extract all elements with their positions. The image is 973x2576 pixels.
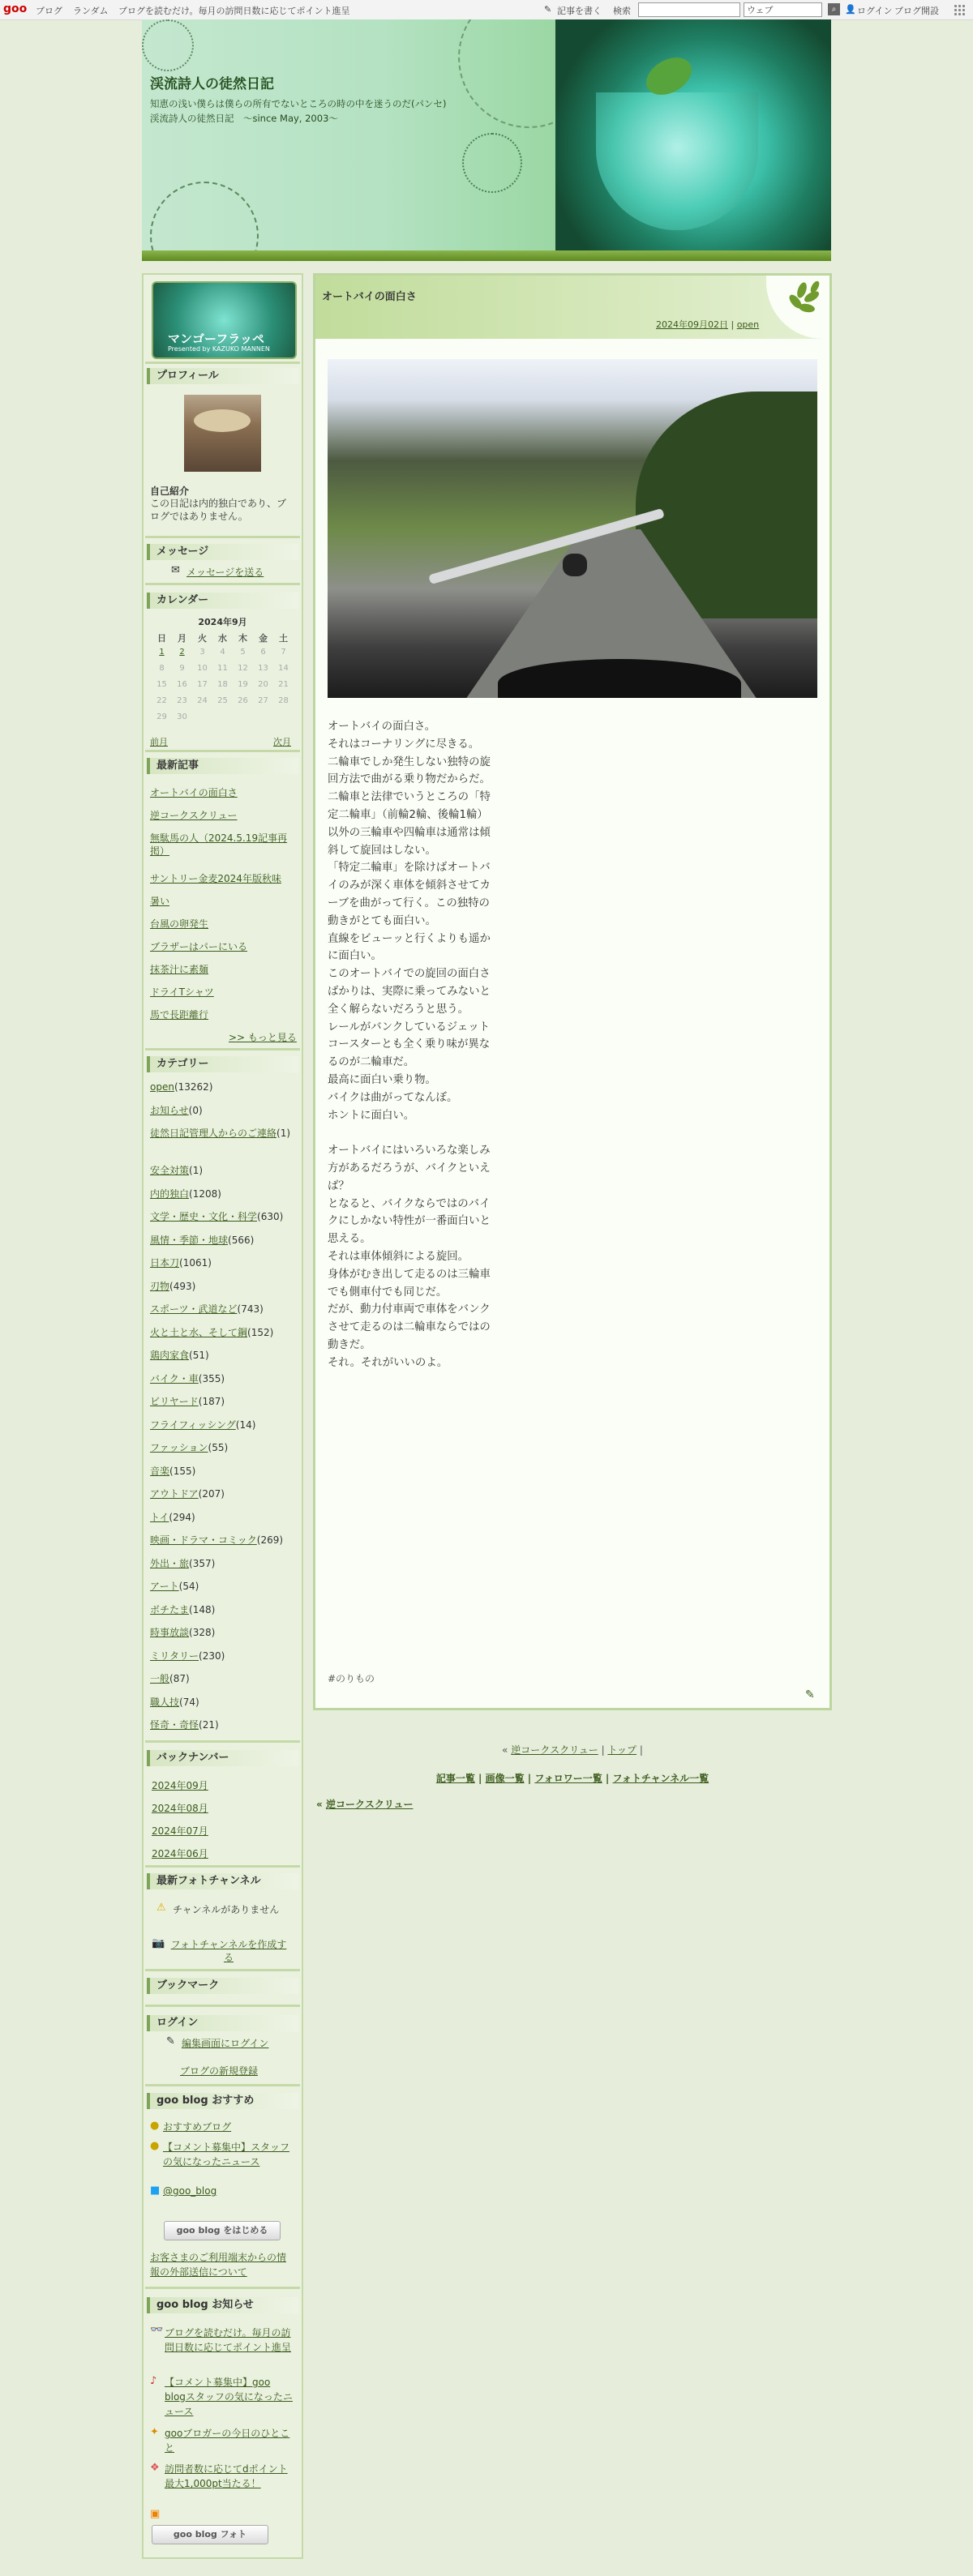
category-item (150, 1419, 294, 1432)
category-link[interactable]: 文学・歴史・文化・科学 (150, 1211, 258, 1222)
prev-entry-link[interactable]: 逆コークスクリュー (511, 1744, 598, 1756)
divider (145, 1865, 300, 1868)
photo-button[interactable]: goo blog フォト (152, 2525, 268, 2544)
calendar-day: 27 (258, 696, 268, 705)
category-link[interactable]: ミリタリー (150, 1650, 199, 1662)
calendar-prev-link[interactable]: 前月 (150, 737, 168, 747)
divider (145, 362, 300, 364)
entry-panel (313, 273, 832, 1710)
category-link[interactable]: お知らせ (150, 1104, 189, 1116)
calendar-day: 12 (238, 664, 248, 673)
category-link[interactable]: トイ (150, 1511, 169, 1523)
section-title: ログイン (147, 2015, 298, 2031)
photo-channel-section (147, 1873, 298, 1889)
category-count: (230) (199, 1650, 225, 1662)
warning-icon: ⚠ (156, 1902, 166, 1914)
recent-post-link[interactable]: 逆コークスクリュー (150, 810, 238, 821)
recommend-link[interactable]: 【コメント募集中】スタッフの気になったニュース (163, 2142, 290, 2167)
notice-link[interactable]: ブログを読むだけ。毎月の訪問日数に応じてポイント進呈 (165, 2327, 292, 2353)
divider (145, 2084, 300, 2086)
calendar-day: 7 (281, 648, 286, 657)
calendar-weekday: 金 (259, 633, 268, 644)
category-count: (14) (235, 1419, 256, 1431)
calendar-day: 3 (199, 648, 205, 657)
calendar-day: 26 (238, 696, 248, 705)
camera-icon: 📷 (152, 1937, 165, 1949)
category-link[interactable]: フライフィッシング (150, 1419, 236, 1431)
category-count: (54) (178, 1581, 199, 1592)
category-count: (51) (189, 1350, 209, 1361)
category-link[interactable]: 鶏肉家食 (150, 1350, 190, 1361)
calendar-weekday: 日 (157, 633, 166, 644)
section-title: カテゴリー (147, 1056, 298, 1072)
category-link[interactable]: 火と土と水、そして鋼 (150, 1326, 248, 1338)
recent-post-link[interactable]: ブラザーはパーにいる (150, 941, 248, 952)
pencil-icon: ✎ (544, 4, 552, 15)
category-item (150, 1603, 294, 1617)
category-count: (269) (256, 1534, 284, 1546)
calendar-weekday: 木 (238, 633, 247, 644)
calendar-month: 2024年9月 (198, 617, 247, 627)
search-input[interactable] (638, 2, 740, 17)
hat-icon (194, 409, 251, 432)
avatar[interactable] (184, 395, 261, 472)
reader-icon: 👓 (150, 2324, 164, 2336)
calendar-day: 6 (260, 648, 266, 657)
profile-section (147, 368, 298, 384)
apps-grid-icon[interactable] (954, 4, 965, 15)
calendar-weekday: 火 (198, 633, 207, 644)
category-link[interactable]: アウトドア (150, 1488, 199, 1500)
category-item (150, 1234, 294, 1247)
profile-intro-label: 自己紹介 (150, 486, 190, 497)
category-count: (55) (208, 1442, 229, 1453)
category-count: (21) (199, 1719, 219, 1731)
category-link[interactable]: ボチたま (150, 1603, 190, 1615)
divider (145, 1969, 300, 1971)
bottom-prev-nav (316, 1797, 413, 1811)
notice-link[interactable]: 【コメント募集中】goo blogスタッフの気になったニュース (165, 2377, 293, 2417)
notice-section (147, 2297, 298, 2313)
category-count: (152) (247, 1326, 274, 1338)
category-item (150, 1326, 294, 1340)
category-item (150, 1210, 294, 1224)
open-blog-link[interactable]: ブログ開設 (894, 6, 939, 16)
recent-posts-section (147, 758, 298, 774)
search-icon: ⌕ (831, 5, 837, 14)
category-count: (148) (189, 1603, 216, 1615)
category-count: (355) (198, 1372, 225, 1384)
leaf-icon (779, 279, 825, 324)
calendar-weekday: 土 (279, 633, 288, 644)
gift-icon: ❖ (150, 2462, 160, 2474)
calendar-day: 10 (197, 664, 208, 673)
top-link[interactable]: トップ (607, 1744, 637, 1756)
section-title: goo blog おすすめ (147, 2093, 298, 2109)
bookmark-section (147, 1978, 298, 1994)
lace-decoration (150, 182, 259, 250)
entry-body: オートバイの面白さ。 それはコーナリングに尽きる。 二輪車でしか発生しない独特の旋回方法で曲がる乗り物だからだ。 二輪車と法律でいうところの「特定二輪車」（前輪2輪、後輪1輪）以外の三輪車や四輪車は通常は傾斜して旋回はしない。 「特定二輪車」を除けばオートバイのみが深く車体を傾斜させてカーブを曲がって行く。この独特の動きがとても面白い。 直線をビューッと行くよりも遥かに面白い。 このオートバイでの旋回の面白さばかりは、実際に乗ってみないと全く解らないだろうと思う。 レールがバンクしているジェットコースターとも全く乗り味が異なるのが二輪車だ。 最高に面白い乗り物。 バイクは曲がってなんぼ。 ホントに面白い。 オートバイにはいろいろな楽しみ方があるだろうが、バイクといえば？ となると、バイクならではのバイクにしかない特性が一番面白いと思える。 それは車体傾斜による旋回。 身体がむき出して走るのは三輪車でも側車付でも同じだ。 だが、動力付車両で車体をバンクさせて走るのは二輪車ならではの動きだ。 それ。それがいいのよ。 (328, 721, 491, 1369)
start-blog-button[interactable]: goo blog をはじめる (164, 2221, 281, 2240)
nav-separator: | (601, 1744, 608, 1756)
no-channel-text: チャンネルがありません (173, 1904, 280, 1915)
category-link[interactable]: 外出・旅 (150, 1557, 190, 1569)
recommend-link[interactable]: おすすめブログ (163, 2121, 232, 2133)
category-count: (357) (189, 1557, 216, 1569)
edit-pencil-icon[interactable]: ✎ (805, 1688, 815, 1701)
category-link[interactable]: 内的独白 (150, 1187, 190, 1200)
recent-post-link[interactable]: 無駄馬の人（2024.5.19記事再掲） (150, 832, 288, 857)
category-link[interactable]: 日本刀 (150, 1257, 180, 1269)
search-button[interactable] (828, 3, 840, 15)
section-title: バックナンバー (147, 1750, 298, 1766)
calendar-next-link[interactable]: 次月 (273, 737, 291, 747)
calendar-day: 22 (156, 696, 167, 705)
category-count: (155) (169, 1465, 196, 1477)
category-link[interactable]: 風情・季節・地球 (150, 1234, 229, 1246)
category-item (150, 1127, 294, 1140)
images-list-link[interactable]: 画像一覧 (485, 1773, 525, 1784)
banner-title: マンゴーフラッペ (168, 332, 264, 346)
calendar-day: 28 (278, 696, 289, 705)
category-count: (187) (198, 1396, 225, 1407)
entry-photo[interactable] (328, 359, 817, 698)
category-item (150, 1280, 294, 1294)
category-count: (207) (198, 1488, 225, 1500)
write-post-link[interactable]: 記事を書く (557, 6, 602, 16)
category-link[interactable]: 音楽 (150, 1465, 170, 1477)
entry-title: オートバイの面白さ (322, 291, 417, 303)
entry-category-link[interactable]: open (736, 319, 760, 330)
category-link[interactable]: バイク・車 (150, 1372, 199, 1384)
section-title: ブックマーク (147, 1978, 298, 1994)
pencil-icon: ✎ (166, 2035, 175, 2048)
category-link[interactable]: 徒然日記管理人からのご連絡 (150, 1128, 277, 1139)
backnumber-link[interactable]: 2024年07月 (152, 1825, 208, 1837)
category-link[interactable]: 時事放談 (150, 1627, 190, 1638)
recent-post-link[interactable]: ドライTシャツ (150, 986, 214, 998)
external-info-link[interactable]: お客さまのご利用端末からの情報の外部送信について (150, 2252, 287, 2278)
category-link[interactable]: 刃物 (150, 1280, 170, 1292)
category-count: (0) (188, 1104, 203, 1116)
calendar-day: 24 (197, 696, 208, 705)
category-link[interactable]: 映画・ドラマ・コミック (150, 1534, 257, 1546)
calendar-day[interactable]: 1 (159, 648, 165, 657)
notice-link[interactable]: gooブロガーの今日のひとこと (165, 2428, 290, 2454)
twitter-icon: ■ (150, 2184, 161, 2197)
category-count: (1) (276, 1128, 291, 1139)
category-count: (74) (179, 1696, 199, 1708)
search-label: 検索 (613, 6, 631, 16)
banner-subtitle: Presented by KAZUKO MANNEN (168, 345, 270, 353)
calendar-day: 15 (156, 680, 167, 689)
sidebar-banner[interactable] (152, 281, 297, 359)
meta-separator: | (731, 319, 737, 330)
category-item (150, 1511, 294, 1525)
recommend-section (147, 2093, 298, 2109)
rss-icon[interactable]: ▣ (150, 2508, 161, 2520)
recent-post-link[interactable]: 馬で長距離行 (150, 1009, 209, 1021)
category-link[interactable]: ビリヤード (150, 1396, 199, 1407)
calendar-day: 11 (217, 664, 228, 673)
divider (145, 1740, 300, 1743)
category-count: (87) (169, 1673, 190, 1684)
category-item (150, 1650, 294, 1663)
divider (145, 536, 300, 538)
section-title: プロフィール (147, 368, 298, 384)
category-item (150, 1487, 294, 1501)
calendar-weekday: 月 (178, 633, 186, 644)
category-count: (1208) (189, 1187, 221, 1200)
envelope-icon: ✉ (171, 564, 180, 576)
top-bar (0, 0, 973, 20)
lace-decoration (142, 19, 194, 71)
calendar-day[interactable]: 2 (179, 648, 185, 657)
category-item (150, 1465, 294, 1478)
category-link[interactable]: 怪奇・奇怪 (150, 1719, 199, 1731)
category-item (150, 1164, 294, 1178)
section-title: メッセージ (147, 544, 298, 560)
divider (145, 583, 300, 585)
topbar-link-blog[interactable]: ブログ (36, 6, 62, 16)
posts-list-link[interactable]: 記事一覧 (435, 1773, 475, 1784)
category-item (150, 1626, 294, 1640)
category-link[interactable]: open (150, 1081, 174, 1093)
calendar-day: 18 (217, 680, 228, 689)
category-count: (1061) (179, 1257, 212, 1269)
calendar-day: 17 (197, 680, 208, 689)
sparkle-icon: ✦ (150, 2426, 159, 2438)
calendar-day: 9 (179, 664, 185, 673)
category-link[interactable]: ファッション (150, 1442, 208, 1453)
prev-arrow: « (316, 1799, 326, 1810)
category-count: (1) (189, 1165, 204, 1176)
calendar-day: 4 (220, 648, 225, 657)
login-section (147, 2015, 298, 2031)
nav-separator: | (602, 1773, 613, 1784)
nav-separator: | (524, 1773, 535, 1784)
category-link[interactable]: 一般 (150, 1673, 170, 1684)
create-channel-link[interactable]: フォトチャンネルを作成する (170, 1939, 287, 1963)
calendar-weekday: 水 (218, 633, 227, 644)
prev-arrow: « (502, 1744, 512, 1756)
entry-header (315, 276, 829, 339)
nav-separator: | (639, 1744, 643, 1756)
calendar-day: 19 (238, 680, 248, 689)
categories-section (147, 1056, 298, 1072)
recent-post-link[interactable]: 台風の卵発生 (150, 918, 209, 930)
entry-date-link[interactable]: 2024年09月02日 (656, 319, 728, 330)
search-scope-select[interactable]: ウェブ (744, 2, 822, 17)
bulb-icon: ● (150, 2140, 160, 2152)
user-icon: 👤 (845, 4, 856, 15)
category-link[interactable]: アート (150, 1581, 179, 1592)
backnumber-link[interactable]: 2024年09月 (152, 1780, 208, 1791)
category-count: (328) (189, 1627, 216, 1638)
calendar-day: 29 (156, 712, 167, 721)
calendar-day: 21 (278, 680, 289, 689)
backnumber-link[interactable]: 2024年08月 (152, 1803, 208, 1814)
entry-nav (313, 1743, 832, 1757)
category-item (150, 1557, 294, 1571)
calendar-day: 23 (177, 696, 187, 705)
category-item (150, 1534, 294, 1547)
category-count: (630) (257, 1211, 284, 1222)
recent-post-link[interactable]: 暑い (150, 896, 170, 907)
music-note-icon: ♪ (150, 2375, 157, 2387)
backnumber-link[interactable]: 2024年06月 (152, 1848, 208, 1859)
calendar-day: 20 (258, 680, 268, 689)
divider (145, 2005, 300, 2007)
login-link[interactable]: ログイン (857, 6, 893, 16)
sidebar (142, 273, 303, 2559)
editor-login-link[interactable]: 編集画面にログイン (182, 2038, 269, 2049)
category-item (150, 1349, 294, 1363)
calendar-day: 25 (217, 696, 228, 705)
recent-post-link[interactable]: サントリー金麦2024年版秋味 (150, 873, 281, 884)
recent-post-link[interactable]: オートバイの面白さ (150, 787, 238, 798)
topbar-link-points[interactable]: ブログを読むだけ。毎月の訪問日数に応じてポイント進呈 (118, 6, 350, 16)
calendar-grid (152, 631, 294, 729)
section-title: 最新フォトチャンネル (147, 1873, 298, 1889)
backnumber-section (147, 1750, 298, 1766)
divider (145, 750, 300, 752)
category-item (150, 1672, 294, 1686)
divider (145, 1048, 300, 1051)
calendar-day: 30 (177, 712, 187, 721)
profile-intro-text: この日記は内的独白であり、ブログではありません。 (150, 498, 287, 522)
blog-header (142, 19, 831, 250)
category-link[interactable]: スポーツ・武道など (150, 1303, 238, 1315)
blog-description: 知恵の浅い僕らは僕らの所有でないところの時の中を迷うのだ(パンセ) 渓流詩人の徒然日記 ～since May, 2003～ (150, 98, 456, 124)
category-item (150, 1187, 294, 1201)
calendar-day: 16 (177, 680, 187, 689)
followers-list-link[interactable]: フォロワー一覧 (534, 1773, 602, 1784)
category-link[interactable]: 職人技 (150, 1696, 180, 1708)
category-item (150, 1580, 294, 1594)
message-section (147, 544, 298, 560)
lace-decoration (462, 133, 522, 193)
blog-title[interactable]: 渓流詩人の徒然日記 (150, 76, 274, 92)
category-count: (743) (237, 1303, 264, 1315)
header-divider (142, 250, 831, 261)
section-title: goo blog お知らせ (147, 2297, 298, 2313)
notice-link[interactable]: 訪問者数に応じてdポイント最大1,000pt当たる！ (165, 2463, 288, 2489)
section-title: 最新記事 (147, 758, 298, 774)
calendar-day: 5 (240, 648, 246, 657)
register-link[interactable]: ブログの新規登録 (180, 2065, 259, 2077)
category-item (150, 1696, 294, 1709)
category-link[interactable]: 安全対策 (150, 1165, 190, 1176)
category-item (150, 1256, 294, 1270)
calendar-section (147, 593, 298, 609)
list-nav (313, 1771, 832, 1785)
category-item (150, 1372, 294, 1386)
more-posts-link[interactable]: >> もっと見る (229, 1032, 297, 1043)
category-item (150, 1104, 294, 1118)
photo-motorcycle (563, 554, 587, 576)
section-title: カレンダー (147, 593, 298, 609)
category-item (150, 1303, 294, 1316)
recent-post-link[interactable]: 抹茶汁に素麺 (150, 964, 209, 975)
category-count: (493) (169, 1280, 196, 1292)
twitter-link[interactable]: @goo_blog (163, 2185, 217, 2197)
bottom-prev-link[interactable]: 逆コークスクリュー (325, 1799, 414, 1810)
category-item (150, 1718, 294, 1732)
divider (145, 2287, 300, 2289)
send-message-link[interactable]: メッセージを送る (186, 567, 264, 578)
entry-tag[interactable]: #のりもの (328, 1673, 375, 1684)
entry-meta (656, 318, 759, 331)
category-item (150, 1395, 294, 1409)
calendar-day: 13 (258, 664, 268, 673)
nav-separator: | (474, 1773, 486, 1784)
photo-channels-list-link[interactable]: フォトチャンネル一覧 (612, 1773, 709, 1784)
bulb-icon: ● (150, 2120, 160, 2132)
category-count: (566) (228, 1234, 255, 1246)
topbar-link-random[interactable]: ランダム (73, 6, 109, 16)
category-item (150, 1441, 294, 1455)
category-item (150, 1080, 294, 1094)
goo-logo[interactable]: goo (3, 2, 28, 15)
calendar-day: 14 (278, 664, 289, 673)
calendar-day: 8 (159, 664, 165, 673)
category-count: (13262) (174, 1081, 213, 1093)
category-count: (294) (169, 1511, 195, 1523)
